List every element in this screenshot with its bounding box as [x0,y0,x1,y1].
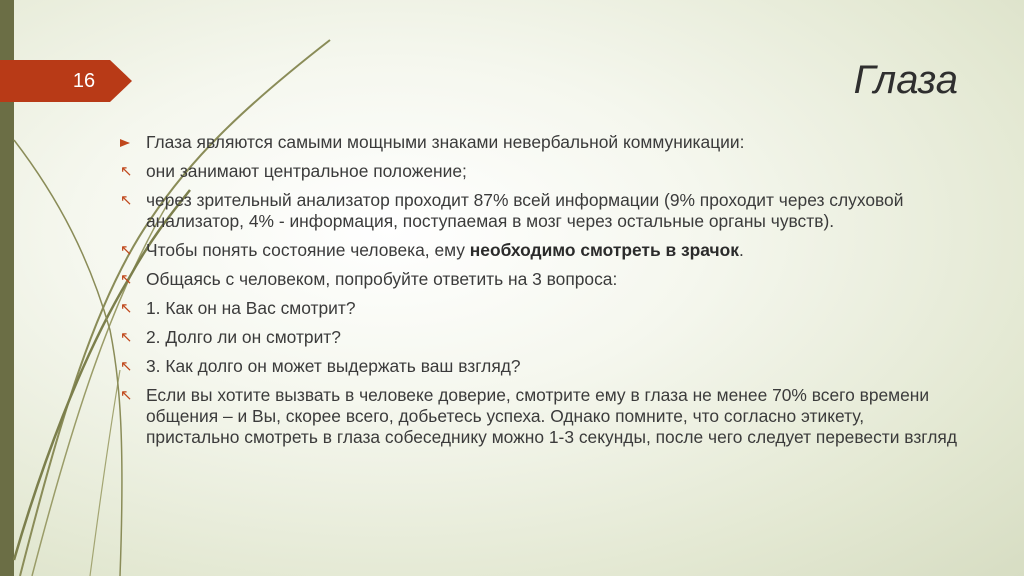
arrow-up-left-icon: ↖ [120,358,133,375]
slide-title: Глаза [853,58,958,102]
arrow-up-left-icon: ↖ [120,387,133,404]
list-item-text-before: Чтобы понять состояние человека, ему [146,240,470,260]
arrow-up-left-icon: ↖ [120,300,133,317]
slide-number: 16 [72,70,96,92]
list-item-text: Общаясь с человеком, попробуйте ответить на 3 вопроса: [146,269,618,289]
slide-number-tag [0,60,132,102]
arrow-right-icon [120,132,138,153]
list-item [120,385,960,448]
list-item-text: 1. Как он на Вас смотрит? [146,298,356,318]
list-item-text: Глаза являются самыми мощными знаками невербальной коммуникации: [146,132,745,152]
list-item-text-bold: необходимо смотреть в зрачок [469,240,739,260]
list-item-text-after: . [738,240,744,260]
list-item-text: 2. Долго ли он смотрит? [146,327,341,347]
list-item-text: они занимают центральное положение; [146,161,467,181]
list-item [120,356,960,377]
list-item-text: через зрительный анализатор проходит 87% всей информации (9% проходит через слуховой анализатор, 4% - информация, поступаемая в мозг через остальные органы чувств). [146,190,904,231]
list-item [120,327,960,348]
list-item [120,132,960,153]
list-item-text: Если вы хотите вызвать в человеке доверие, смотрите ему в глаза не менее 70% всего времени общения – и Вы, скорее всего, добьетесь успеха. Однако помните, что согласно этикету, пристально смотреть в глаза собеседнику можно 1-3 секунды, после чего следует перевести взгляд [146,385,957,447]
bullet-list [120,132,960,456]
arrow-up-left-icon: ↖ [120,271,133,288]
list-item [120,190,960,232]
list-item-text: 3. Как долго он может выдержать ваш взгляд? [146,356,521,376]
arrow-up-left-icon: ↖ [120,242,133,259]
list-item [120,161,960,182]
list-item [120,269,960,290]
list-item [120,298,960,319]
list-item [120,240,960,261]
arrow-up-left-icon: ↖ [120,329,133,346]
arrow-up-left-icon: ↖ [120,163,133,180]
arrow-up-left-icon: ↖ [120,192,133,209]
